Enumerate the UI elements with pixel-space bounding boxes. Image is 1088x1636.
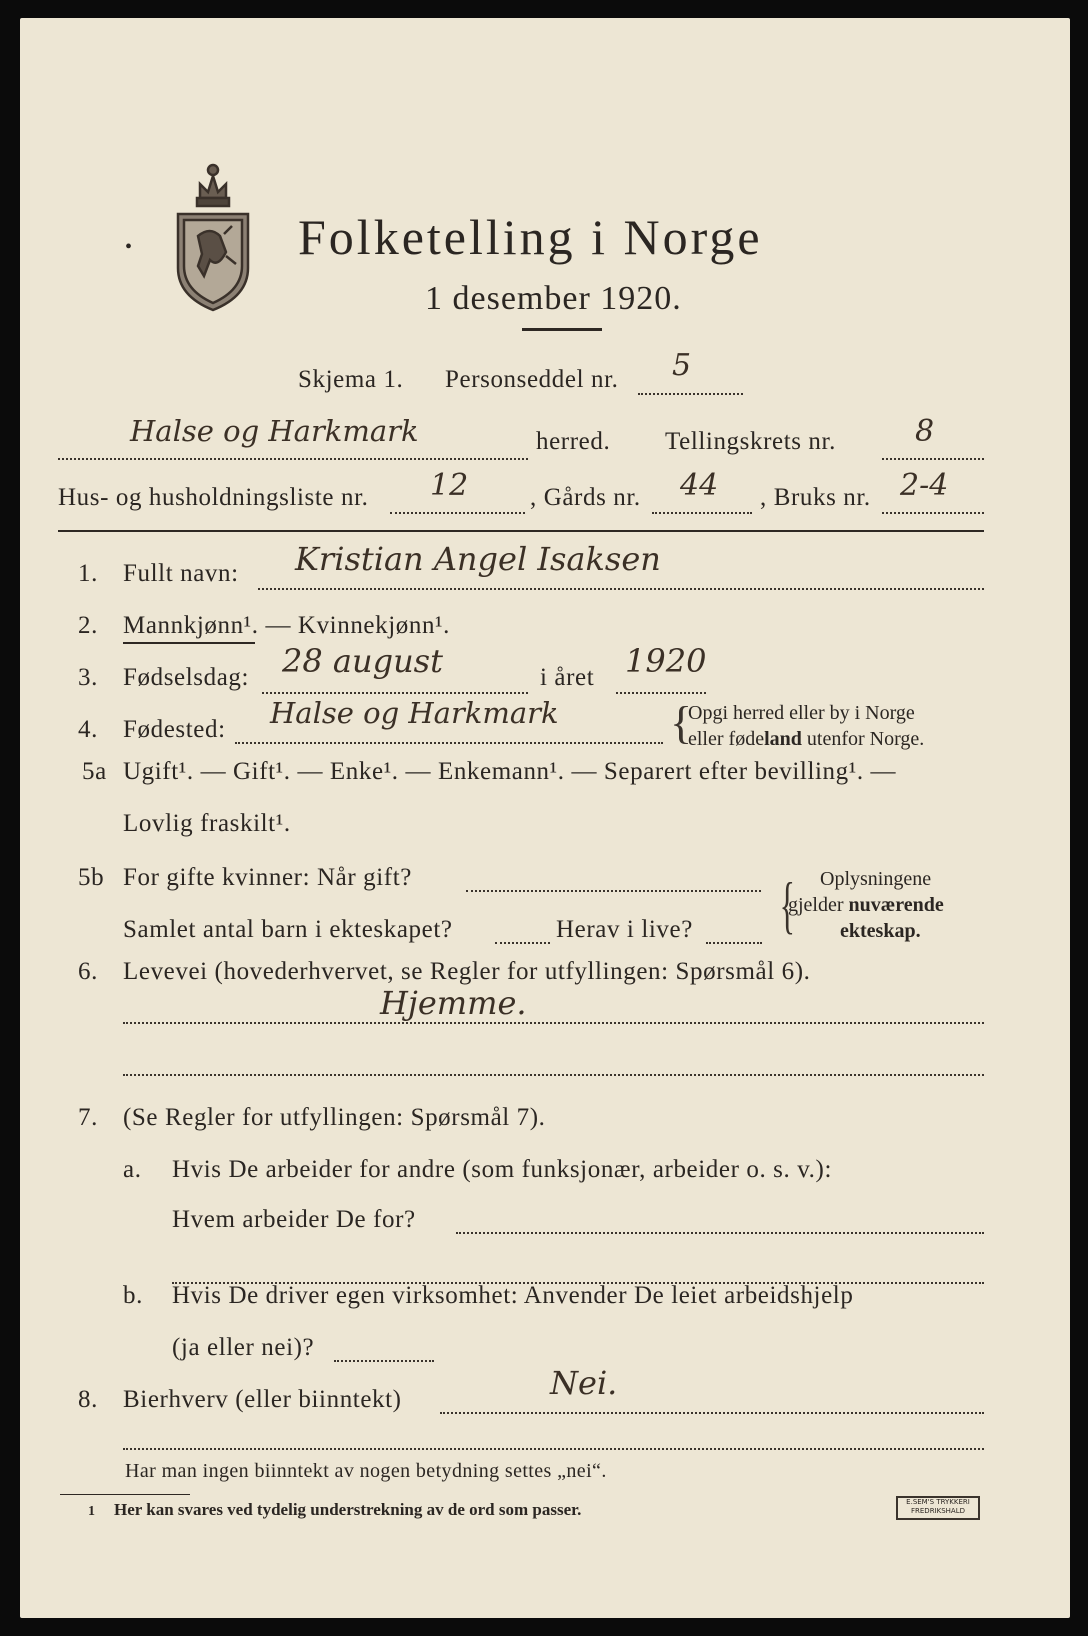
q4-label: Fødested:	[123, 716, 226, 743]
husliste-line	[390, 512, 525, 514]
gards-value: 44	[680, 468, 719, 503]
q8-label: Bierhverv (eller biinntekt)	[123, 1386, 402, 1413]
coat-of-arms-icon	[170, 156, 256, 316]
q5b-note-line3: ekteskap.	[840, 920, 921, 942]
q5b-married-line	[466, 890, 761, 892]
q3-label: Fødselsdag:	[123, 664, 250, 691]
side-income-value: Nei.	[550, 1364, 618, 1402]
q7a-line2: Hvem arbeider De for?	[172, 1206, 416, 1233]
gards-label: , Gårds nr.	[530, 484, 641, 511]
occupation-value: Hjemme.	[380, 984, 527, 1022]
q7-label: (Se Regler for utfyllingen: Spørsmål 7).	[123, 1104, 546, 1131]
footer-note: Har man ingen biinntekt av nogen betydning settes „nei“.	[125, 1460, 607, 1482]
q6-line1	[123, 1022, 984, 1024]
q8-line2	[123, 1448, 984, 1450]
q5b-line2a: Samlet antal barn i ekteskapet?	[123, 916, 453, 943]
census-date: 1 desember 1920.	[425, 280, 682, 317]
bruks-line	[882, 512, 984, 514]
herred-label: herred.	[536, 428, 611, 455]
q1-line	[258, 588, 984, 590]
personseddel-value: 5	[672, 348, 692, 383]
q4-note-line2: eller fødeland utenfor Norge.	[688, 728, 925, 750]
gards-line	[652, 512, 752, 514]
q7a-line1: Hvis De arbeider for andre (som funksjonær, arbeider o. s. v.):	[172, 1156, 832, 1183]
form-title: Folketelling i Norge	[298, 209, 763, 265]
q7b-answer-line	[334, 1360, 434, 1362]
q6-label: Levevei (hovederhvervet, se Regler for utfyllingen: Spørsmål 6).	[123, 958, 811, 985]
skjema-label: Skjema 1.	[298, 366, 404, 393]
husliste-value: 12	[430, 468, 469, 503]
stamp-line1: E.SEM'S TRYKKERI	[906, 1498, 970, 1506]
q7a-letter: a.	[123, 1156, 142, 1183]
q2-number: 2.	[78, 612, 98, 639]
q7b-line2: (ja eller nei)?	[172, 1334, 315, 1361]
q8-line	[440, 1412, 984, 1414]
stamp-line2: FREDRIKSHALD	[910, 1507, 965, 1515]
census-form	[20, 18, 1070, 1618]
q2-label: Mannkjønn¹. — Kvinnekjønn¹.	[123, 612, 451, 639]
q4-line	[235, 742, 663, 744]
q5b-note-line2: gjelder nuværende	[788, 894, 944, 916]
q5a-line1: Ugift¹. — Gift¹. — Enke¹. — Enkemann¹. — Separert efter bevilling¹. —	[123, 758, 897, 785]
q7b-line1: Hvis De driver egen virksomhet: Anvender De leiet arbeidshjelp	[172, 1282, 854, 1309]
q3-year-line	[616, 692, 706, 694]
q5b-line1: For gifte kvinner: Når gift?	[123, 864, 412, 891]
footnote-mark: 1	[88, 1504, 95, 1519]
bruks-value: 2-4	[900, 468, 949, 503]
footnote-rule	[60, 1494, 190, 1495]
header-separator	[58, 530, 984, 532]
mannkjonn-underline	[123, 642, 255, 644]
q5b-note-line1: Oplysningene	[820, 868, 932, 890]
q1-number: 1.	[78, 560, 98, 587]
q4-number: 4.	[78, 716, 98, 743]
q5b-line2b: Herav i live?	[556, 916, 693, 943]
q6-number: 6.	[78, 958, 98, 985]
q1-label: Fullt navn:	[123, 560, 239, 587]
q7a-employer-line	[456, 1232, 984, 1234]
footnote-text: Her kan svares ved tydelig understrekning av de ord som passer.	[114, 1500, 582, 1519]
q8-number: 8.	[78, 1386, 98, 1413]
q5b-number: 5b	[78, 864, 105, 891]
q5a-number: 5a	[82, 758, 107, 785]
dot-mark: •	[125, 236, 133, 258]
q5b-children-line	[495, 942, 550, 944]
herred-line	[58, 458, 528, 460]
q3-number: 3.	[78, 664, 98, 691]
q5b-brace: {	[779, 869, 796, 940]
q5a-line2: Lovlig fraskilt¹.	[123, 810, 291, 837]
full-name-value: Kristian Angel Isaksen	[295, 540, 661, 578]
q6-line2	[123, 1074, 984, 1076]
bruks-label: , Bruks nr.	[760, 484, 871, 511]
personseddel-label: Personseddel nr.	[445, 366, 619, 393]
q4-note-line1: Opgi herred eller by i Norge	[688, 702, 915, 724]
personseddel-line	[638, 393, 743, 395]
q5b-alive-line	[706, 942, 762, 944]
q3-line	[262, 692, 528, 694]
husliste-label: Hus- og husholdningsliste nr.	[58, 484, 369, 511]
tellingskrets-line	[882, 458, 984, 460]
herred-value: Halse og Harkmark	[130, 414, 419, 448]
q4-brace: {	[670, 697, 693, 748]
tellingskrets-value: 8	[915, 414, 935, 449]
q7-number: 7.	[78, 1104, 98, 1131]
q3-year-label: i året	[540, 664, 595, 691]
birthplace-value: Halse og Harkmark	[270, 696, 559, 730]
birthday-value: 28 august	[282, 642, 443, 680]
q7b-letter: b.	[123, 1282, 143, 1309]
tellingskrets-label: Tellingskrets nr.	[665, 428, 836, 455]
title-divider	[522, 328, 602, 331]
birth-year-value: 1920	[625, 642, 707, 680]
printer-stamp	[896, 1496, 980, 1520]
